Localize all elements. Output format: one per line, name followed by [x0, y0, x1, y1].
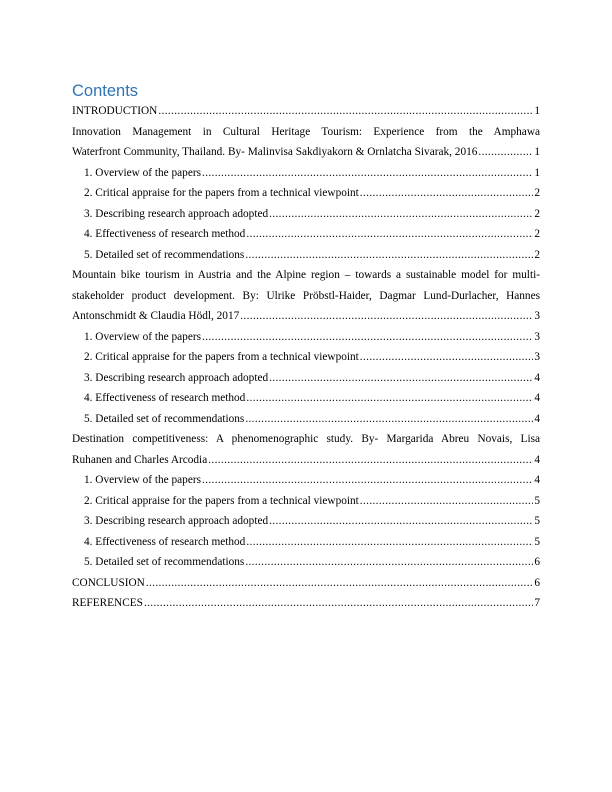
toc-entry-paper2[interactable] — [72, 265, 540, 327]
toc-entry-title: 5. Detailed set of recommendations — [84, 412, 245, 425]
dot-leader — [360, 347, 534, 368]
toc-entry-title: INTRODUCTION — [72, 105, 158, 117]
toc-entry-conclusion[interactable] — [72, 573, 540, 594]
toc-entry-p3-effect[interactable] — [72, 532, 540, 553]
toc-entry-title: 3. Describing research approach adopted — [84, 371, 269, 384]
toc-entry-p3-critical[interactable] — [72, 491, 540, 512]
toc-entry-line — [84, 491, 540, 512]
toc-entry-p1-approach[interactable] — [72, 204, 540, 225]
toc-heading: Contents — [72, 82, 139, 100]
toc-entry-title: REFERENCES — [72, 597, 143, 609]
dot-leader — [245, 552, 533, 573]
dot-leader — [202, 327, 533, 348]
toc-page-number: 1 — [534, 146, 540, 158]
toc-entry-title-line: stakeholder product development. By: Ulrike Pröbstl-Haider, Dagmar Lund-Durlacher, Hannes — [72, 289, 540, 302]
toc-entry-p3-recs[interactable] — [72, 552, 540, 573]
toc-entry-line — [72, 593, 540, 614]
toc-entry-title: 1. Overview of the papers — [84, 474, 202, 486]
toc-entry-title: 4. Effectiveness of research method — [84, 392, 246, 404]
dot-leader — [245, 409, 533, 430]
toc-entry-paper3[interactable] — [72, 429, 540, 470]
table-of-contents — [72, 101, 540, 614]
toc-page-number: 7 — [534, 597, 540, 609]
toc-entry-title: 1. Overview of the papers — [84, 330, 202, 343]
toc-entry-line — [84, 388, 540, 409]
toc-page-number: 3 — [534, 330, 540, 343]
toc-entry-line — [84, 245, 540, 266]
dot-leader — [246, 532, 533, 553]
toc-entry-title: CONCLUSION — [72, 576, 145, 589]
toc-entry-title: 5. Detailed set of recommendations — [84, 248, 245, 261]
toc-page-number: 3 — [534, 310, 540, 322]
toc-entry-line — [84, 552, 540, 573]
toc-entry-title: 3. Describing research approach adopted — [84, 515, 269, 527]
toc-entry-line — [72, 142, 540, 163]
toc-page-number: 6 — [534, 576, 540, 589]
toc-entry-title-line: Innovation Management in Cultural Heritage Tourism: Experience from the Amphawa — [72, 125, 540, 138]
toc-entry-p2-recs[interactable] — [72, 409, 540, 430]
toc-page-number: 1 — [534, 105, 540, 117]
dot-leader — [202, 163, 533, 184]
toc-entry-title: Waterfront Community, Thailand. By- Malinvisa Sakdiyakorn & Ornlatcha Sivarak, 2016 — [72, 146, 478, 158]
toc-entry-line — [84, 368, 540, 389]
toc-entry-line — [84, 327, 540, 348]
toc-entry-title: 4. Effectiveness of research method — [84, 228, 246, 240]
toc-page-number: 4 — [534, 392, 540, 404]
toc-entry-line — [84, 409, 540, 430]
toc-entry-p2-effect[interactable] — [72, 388, 540, 409]
toc-page-number: 1 — [534, 166, 540, 179]
toc-page-number: 5 — [534, 494, 540, 507]
toc-page-number: 2 — [534, 207, 540, 220]
toc-page-number: 2 — [534, 248, 540, 261]
toc-entry-line — [72, 306, 540, 327]
toc-entry-title-line: Destination competitiveness: A phenomenographic study. By- Margarida Abreu Novais, Lisa — [72, 433, 540, 445]
toc-page-number: 4 — [534, 371, 540, 384]
dot-leader — [208, 450, 533, 471]
toc-entry-title: 5. Detailed set of recommendations — [84, 556, 245, 568]
dot-leader — [245, 245, 533, 266]
toc-page-number: 5 — [534, 535, 540, 548]
toc-entry-title-line: Mountain bike tourism in Austria and the Alpine region – towards a sustainable model for multi- — [72, 269, 540, 281]
toc-entry-p3-overview[interactable] — [72, 470, 540, 491]
toc-entry-line — [84, 224, 540, 245]
dot-leader — [360, 183, 534, 204]
dot-leader — [158, 101, 533, 122]
toc-entry-line — [84, 183, 540, 204]
toc-entry-line — [84, 532, 540, 553]
toc-entry-title: Ruhanen and Charles Arcodia — [72, 453, 208, 466]
dot-leader — [240, 306, 533, 327]
toc-entry-line — [84, 470, 540, 491]
dot-leader — [269, 511, 533, 532]
toc-entry-title: 3. Describing research approach adopted — [84, 207, 269, 220]
toc-entry-p1-critical[interactable] — [72, 183, 540, 204]
toc-entry-paper1[interactable] — [72, 122, 540, 163]
dot-leader — [246, 224, 533, 245]
toc-entry-p2-critical[interactable] — [72, 347, 540, 368]
dot-leader — [146, 573, 534, 594]
toc-entry-line — [84, 347, 540, 368]
dot-leader — [269, 204, 533, 225]
dot-leader — [360, 491, 534, 512]
dot-leader — [478, 142, 533, 163]
toc-entry-title: 2. Critical appraise for the papers from a technical viewpoint — [84, 494, 359, 507]
toc-entry-line — [72, 101, 540, 122]
toc-page-number: 2 — [534, 228, 540, 240]
dot-leader — [202, 470, 533, 491]
toc-page-number: 4 — [534, 412, 540, 425]
toc-page-number: 5 — [534, 515, 540, 527]
toc-entry-p1-recs[interactable] — [72, 245, 540, 266]
dot-leader — [144, 593, 533, 614]
toc-page-number: 4 — [534, 474, 540, 486]
toc-page-number: 4 — [534, 453, 540, 466]
toc-entry-references[interactable] — [72, 593, 540, 614]
toc-entry-title: 1. Overview of the papers — [84, 166, 202, 179]
toc-entry-p1-effect[interactable] — [72, 224, 540, 245]
toc-entry-line — [84, 511, 540, 532]
toc-page-number: 2 — [534, 187, 540, 199]
toc-entry-title: 2. Critical appraise for the papers from a technical viewpoint — [84, 351, 359, 363]
toc-entry-p1-overview[interactable] — [72, 163, 540, 184]
toc-entry-introduction[interactable] — [72, 101, 540, 122]
toc-entry-line — [84, 204, 540, 225]
toc-entry-line — [72, 573, 540, 594]
toc-entry-line — [72, 450, 540, 471]
toc-page-number: 6 — [534, 556, 540, 568]
toc-entry-line — [84, 163, 540, 184]
toc-entry-p2-approach[interactable] — [72, 368, 540, 389]
toc-entry-p2-overview[interactable] — [72, 327, 540, 348]
toc-entry-title: 4. Effectiveness of research method — [84, 535, 246, 548]
dot-leader — [269, 368, 533, 389]
toc-page-number: 3 — [534, 351, 540, 363]
toc-entry-title: 2. Critical appraise for the papers from a technical viewpoint — [84, 187, 359, 199]
toc-entry-p3-approach[interactable] — [72, 511, 540, 532]
toc-entry-title: Antonschmidt & Claudia Hödl, 2017 — [72, 310, 240, 322]
dot-leader — [246, 388, 533, 409]
